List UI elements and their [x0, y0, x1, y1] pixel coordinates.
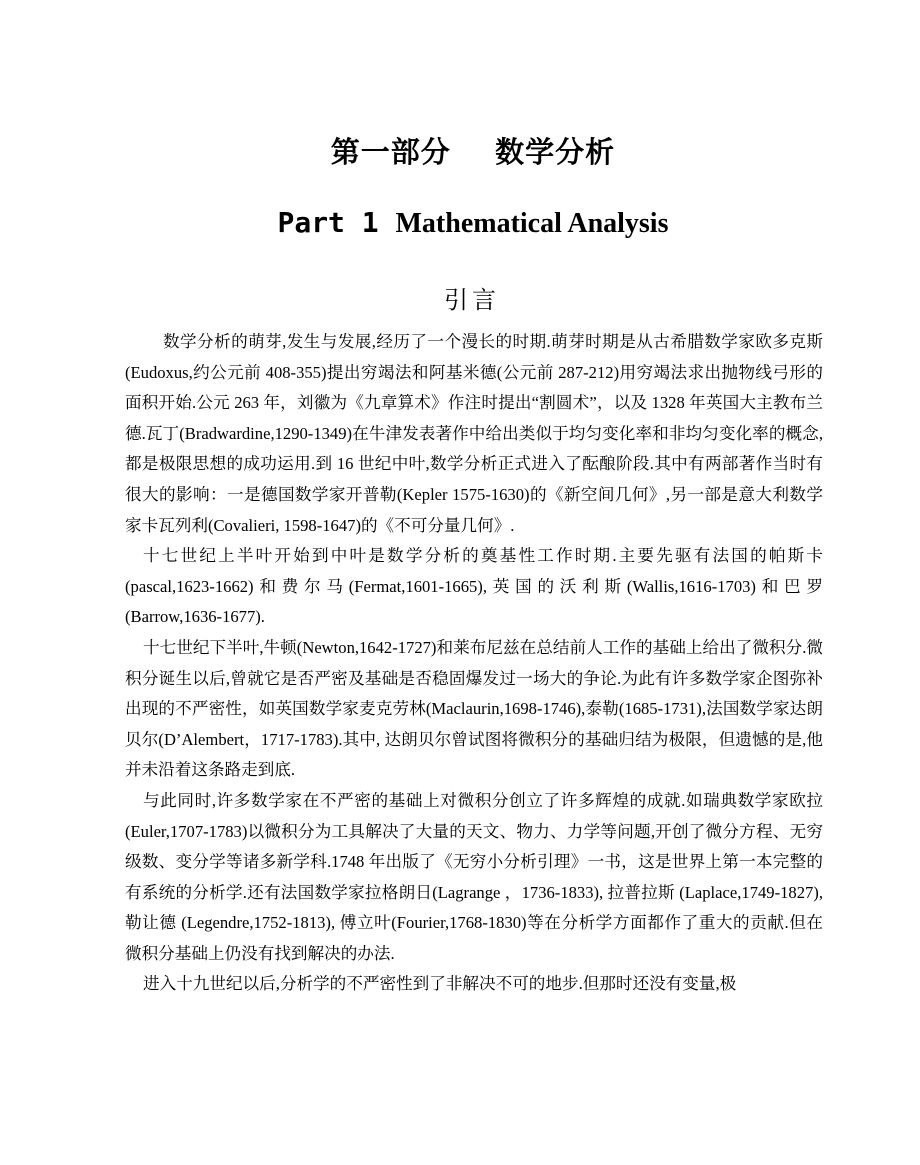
paragraph-3: 十七世纪下半叶,牛顿(Newton,1642-1727)和莱布尼兹在总结前人工作的基础上给出了微积分.微积分诞生以后,曾就它是否严密及基础是否稳固爆发过一场大的争论.为此有许多数学家企图弥补出现的不严密性，如英国数学家麦克劳林(Maclaurin,1698-1746),泰勒(1685-1731),法国数学家达朗贝尔(D’Alembert，1717-1783).其中, 达朗贝尔曾试图将微积分的基础归结为极限，但遗憾的是,他并未沿着这条路走到底. [125, 637, 823, 780]
chapter-title-english [0, 202, 920, 245]
chapter-title-english-main: Mathematical Analysis [395, 208, 669, 239]
chapter-title-english-part: Part 1 [277, 206, 396, 239]
body-text [125, 327, 823, 1000]
section-heading-introduction: 引言 [444, 286, 500, 314]
paragraph-1: 数学分析的萌芽,发生与发展,经历了一个漫长的时期.萌芽时期是从古希腊数学家欧多克斯(Eudoxus,约公元前 408-355)提出穷竭法和阿基米德(公元前 287-212)用穷竭法求出抛物线弓形的面积开始.公元 263 年，刘徽为《九章算术》作注时提出“割圆术”，以及 1328 年英国大主教布兰德.瓦丁(Bradwardine,1290-1349)在牛津发表著作中给出类似于均匀变化率和非均匀变化率的概念,都是极限思想的成功运用.到 16 世纪中叶,数学分析正式进入了酝酿阶段.其中有两部著作当时有很大的影响：一是德国数学家开普勒(Kepler 1575-1630)的《新空间几何》,另一部是意大利数学家卡瓦列利(Covalieri, 1598-1647)的《不可分量几何》. [125, 332, 823, 535]
chapter-title-chinese: 第一部分 数学分析 [330, 135, 616, 169]
paragraph-2: 十七世纪上半叶开始到中叶是数学分析的奠基性工作时期.主要先驱有法国的帕斯卡(pascal,1623-1662)和费尔马(Fermat,1601-1665),英国的沃利斯(Wallis,1616-1703)和巴罗(Barrow,1636-1677). [125, 546, 823, 627]
paragraph-4: 与此同时,许多数学家在不严密的基础上对微积分创立了许多辉煌的成就.如瑞典数学家欧拉(Euler,1707-1783)以微积分为工具解决了大量的天文、物力、力学等问题,开创了微分方程、无穷级数、变分学等诸多新学科.1748 年出版了《无穷小分析引理》一书，这是世界上第一本完整的有系统的分析学.还有法国数学家拉格朗日(Lagrange ，1736-1833), 拉普拉斯 (Laplace,1749-1827), 勒让德 (Legendre,1752-1813), 傅立叶(Fourier,1768-1830)等在分析学方面都作了重大的贡献.但在微积分基础上仍没有找到解决的办法. [125, 790, 823, 963]
paragraph-5: 进入十九世纪以后,分析学的不严密性到了非解决不可的地步.但那时还没有变量,极 [143, 974, 737, 994]
